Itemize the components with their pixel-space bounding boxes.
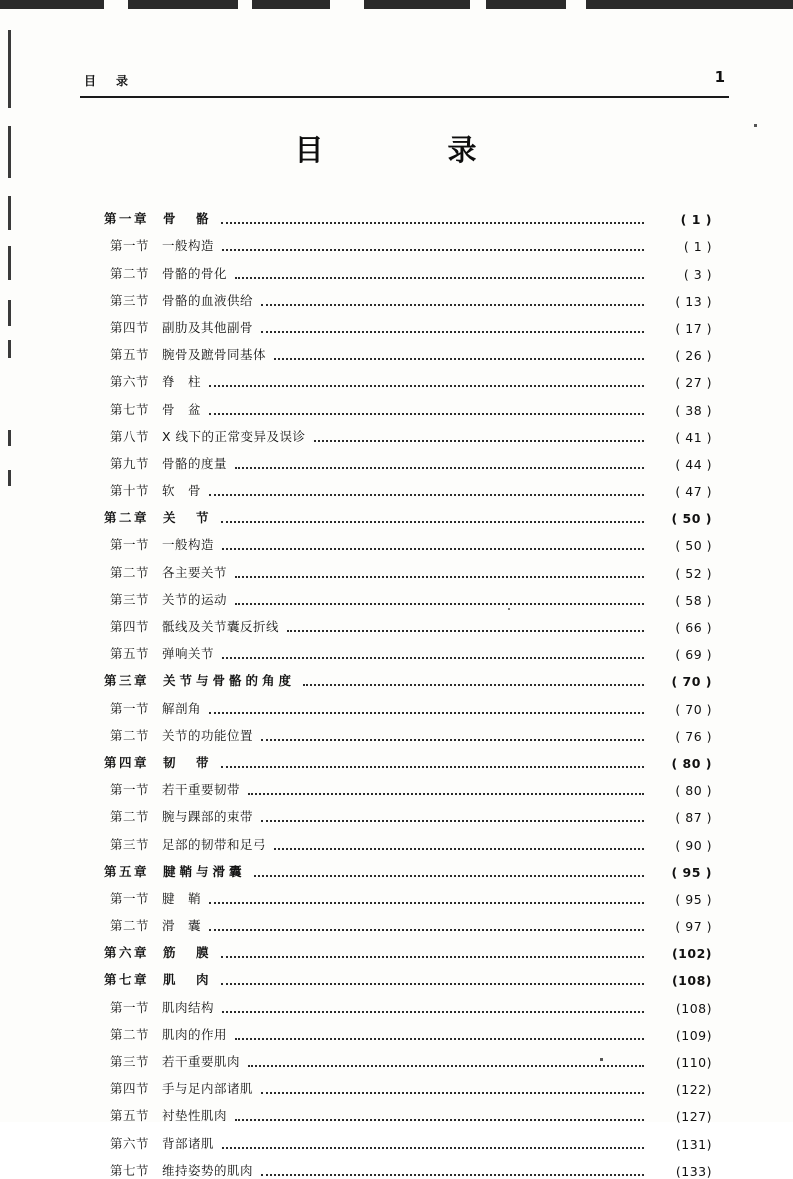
toc-entry-label (110, 535, 214, 553)
page-title: 目 录 (294, 133, 499, 167)
toc-entry-number: 第二节 (110, 809, 150, 825)
toc-entry-page: ( 1 ) (683, 239, 712, 255)
toc-leader-dots (261, 304, 644, 306)
toc-leader-dots (261, 739, 644, 741)
toc-entry-number: 第六节 (110, 1135, 150, 1151)
toc-section-row[interactable] (104, 472, 712, 499)
toc-entry-title: 骶线及关节囊反折线 (162, 619, 280, 634)
toc-leader-dots (254, 875, 644, 877)
toc-entry-number: 第二节 (110, 727, 150, 743)
toc-entry-label (110, 427, 306, 445)
scan-edge-left (8, 340, 11, 358)
toc-entry-number: 第四章 (104, 754, 150, 770)
toc-entry-page: ( 1 ) (680, 212, 712, 228)
toc-entry-label (110, 1134, 214, 1152)
toc-section-row[interactable] (104, 418, 712, 445)
toc-entry-number: 第四节 (110, 319, 150, 335)
toc-chapter-row[interactable] (104, 961, 712, 988)
toc-entry-page: ( 80 ) (675, 783, 712, 799)
toc-entry-title: 一般构造 (162, 537, 215, 553)
toc-entry-number: 第十节 (110, 483, 150, 499)
toc-entry-title: 骨骼的骨化 (162, 265, 228, 281)
toc-entry-number: 第二节 (110, 918, 150, 934)
toc-entry-page: ( 80 ) (671, 755, 712, 771)
toc-entry-page: ( 41 ) (675, 429, 712, 445)
toc-entry-page: ( 70 ) (675, 701, 712, 717)
toc-entry-title: 关节的功能位置 (162, 727, 254, 743)
toc-entry-title: 骨骼的度量 (162, 455, 228, 471)
toc-leader-dots (261, 331, 644, 333)
scan-edge-left (8, 246, 11, 280)
toc-chapter-row[interactable] (104, 499, 712, 526)
toc-entry-page: ( 44 ) (675, 456, 712, 472)
toc-entry-label (110, 1161, 253, 1179)
toc-leader-dots (222, 1011, 644, 1013)
toc-entry-page: ( 66 ) (675, 620, 712, 635)
toc-entry-label (104, 209, 213, 227)
toc-entry-label (104, 671, 295, 689)
toc-entry-label (110, 1079, 253, 1097)
scan-speck (754, 124, 757, 127)
toc-section-row[interactable] (104, 336, 712, 363)
toc-section-row[interactable] (104, 1016, 712, 1043)
toc-entry-title: 解剖角 (162, 700, 202, 716)
toc-section-row[interactable] (104, 717, 712, 744)
toc-leader-dots (235, 467, 644, 469)
toc-entry-page: ( 87 ) (675, 810, 712, 826)
toc-entry-number: 第二节 (110, 265, 150, 281)
toc-entry-label (110, 590, 227, 608)
toc-entry-number: 第三章 (104, 673, 150, 689)
page-number: 1 (714, 68, 725, 86)
toc-leader-dots (221, 521, 644, 523)
toc-section-row[interactable] (104, 553, 712, 580)
toc-entry-page: (131) (675, 1136, 712, 1152)
toc-entry-label (110, 644, 214, 662)
toc-leader-dots (209, 413, 644, 415)
toc-section-row[interactable] (104, 309, 712, 336)
toc-entry-page: ( 50 ) (671, 511, 712, 527)
toc-entry-page: (127) (675, 1109, 712, 1125)
toc-section-row[interactable] (104, 907, 712, 934)
toc-entry-label (110, 916, 201, 934)
scan-edge-gap (238, 0, 252, 9)
toc-entry-label (110, 807, 253, 825)
toc-leader-dots (235, 1038, 644, 1040)
toc-chapter-row[interactable] (104, 744, 712, 771)
toc-entry-number: 第三节 (110, 1054, 150, 1069)
toc-section-row[interactable] (104, 608, 712, 635)
toc-entry-page: ( 38 ) (675, 402, 712, 418)
toc-leader-dots (261, 820, 644, 822)
toc-leader-dots (248, 793, 644, 795)
toc-entry-label (110, 481, 201, 499)
toc-entry-number: 第四节 (110, 619, 150, 634)
toc-section-row[interactable] (104, 1097, 712, 1124)
toc-entry-page: ( 13 ) (675, 293, 712, 309)
toc-entry-label (110, 291, 253, 309)
toc-entry-label (104, 862, 246, 880)
toc-entry-page: (108) (671, 973, 712, 989)
scan-edge-left (8, 470, 11, 486)
toc-entry-number: 第一节 (110, 782, 150, 798)
toc-leader-dots (235, 277, 644, 279)
toc-entry-label (104, 753, 213, 771)
toc-entry-label (110, 617, 279, 635)
toc-entry-number: 第一章 (104, 211, 150, 227)
toc-entry-number: 第一节 (110, 700, 150, 716)
toc-section-row[interactable] (104, 526, 712, 553)
toc-leader-dots (222, 249, 644, 251)
scan-edge-left (8, 196, 11, 230)
toc-entry-title: 脊 柱 (162, 374, 202, 390)
toc-entry-number: 第二节 (110, 1026, 150, 1042)
toc-entry-title: 骨 盆 (162, 401, 202, 417)
toc-entry-number: 第三节 (110, 591, 150, 607)
toc-entry-title: 腱 鞘 (162, 890, 202, 906)
toc-entry-number: 第三节 (110, 836, 150, 852)
toc-leader-dots (222, 548, 644, 550)
toc-entry-page: ( 26 ) (675, 348, 712, 364)
toc-leader-dots (314, 440, 644, 442)
toc-entry-label (104, 970, 213, 988)
toc-leader-dots (261, 1092, 644, 1094)
toc-entry-label (110, 1025, 227, 1043)
running-head: 目 录 (84, 74, 133, 88)
toc-entry-label (110, 264, 227, 282)
toc-leader-dots (209, 902, 644, 904)
toc-entry-page: ( 90 ) (675, 837, 712, 853)
toc-leader-dots (235, 576, 644, 578)
toc-entry-title: 软 骨 (162, 483, 202, 499)
toc-entry-page: ( 3 ) (683, 266, 712, 282)
toc-leader-dots (274, 358, 644, 360)
toc-leader-dots (222, 657, 644, 659)
toc-entry-page: ( 69 ) (675, 647, 712, 663)
toc-entry-title: 关 节 (163, 510, 213, 526)
toc-entry-title: 若干重要肌肉 (162, 1054, 241, 1069)
toc-leader-dots (221, 983, 644, 985)
toc-entry-page: ( 50 ) (675, 538, 712, 554)
toc-entry-label (110, 835, 266, 853)
toc-chapter-row[interactable] (104, 662, 712, 689)
toc-leader-dots (221, 222, 644, 224)
toc-entry-title: 关节与骨骼的角度 (163, 673, 296, 689)
toc-entry-title: X 线下的正常变异及误诊 (162, 428, 306, 444)
toc-entry-number: 第六节 (110, 374, 150, 390)
toc-entry-title: 弹响关节 (162, 646, 215, 662)
toc-chapter-row[interactable] (104, 934, 712, 961)
toc-entry-title: 骨 骼 (163, 211, 213, 227)
toc-entry-label (110, 372, 201, 390)
toc-entry-title: 副肋及其他副骨 (162, 319, 254, 335)
toc-entry-label (104, 943, 213, 961)
toc-section-row[interactable] (104, 227, 712, 254)
toc-leader-dots (303, 684, 644, 686)
toc-entry-label (110, 563, 227, 581)
toc-entry-page: (102) (671, 946, 712, 962)
toc-entry-label (110, 699, 201, 717)
toc-section-row[interactable] (104, 1152, 712, 1179)
toc-section-row[interactable] (104, 798, 712, 825)
toc-leader-dots (209, 494, 644, 496)
toc-entry-number: 第二节 (110, 564, 150, 580)
toc-section-row[interactable] (104, 445, 712, 472)
toc-entry-number: 第九节 (110, 455, 150, 471)
toc-section-row[interactable] (104, 363, 712, 390)
toc-entry-page: ( 58 ) (675, 592, 712, 608)
toc-entry-title: 筋 膜 (163, 945, 213, 961)
toc-entry-title: 维持姿势的肌肉 (162, 1162, 254, 1178)
toc-leader-dots (287, 630, 644, 632)
scan-edge-gap (566, 0, 586, 9)
toc-entry-title: 腕骨及蹠骨同基体 (162, 347, 267, 363)
toc-entry-number: 第八节 (110, 428, 150, 444)
toc-entry-number: 第三节 (110, 292, 150, 308)
toc-entry-page: ( 76 ) (675, 728, 712, 744)
toc-leader-dots (209, 929, 644, 931)
toc-entry-number: 第七章 (104, 972, 150, 988)
toc-leader-dots (222, 1147, 644, 1149)
toc-entry-page: (110) (675, 1055, 712, 1070)
scan-edge-gap (104, 0, 128, 9)
scan-edge-gap (470, 0, 486, 9)
toc-entry-label (110, 998, 214, 1016)
toc-entry-page: ( 70 ) (671, 674, 712, 690)
toc-section-row[interactable] (104, 1124, 712, 1151)
toc-entry-title: 衬垫性肌肉 (162, 1108, 228, 1124)
toc-section-row[interactable] (104, 880, 712, 907)
toc-entry-title: 韧 带 (163, 754, 213, 770)
toc-entry-title: 关节的运动 (162, 591, 228, 607)
toc-entry-label (110, 236, 214, 254)
toc-section-row[interactable] (104, 635, 712, 662)
table-of-contents (104, 200, 712, 1179)
toc-entry-label (104, 508, 213, 526)
toc-section-row[interactable] (104, 581, 712, 608)
toc-leader-dots (248, 1065, 644, 1067)
toc-entry-page: (109) (675, 1027, 712, 1043)
header-rule (80, 96, 729, 98)
toc-entry-label (110, 318, 253, 336)
toc-section-row[interactable] (104, 1070, 712, 1097)
toc-entry-title: 肌 肉 (163, 972, 213, 988)
toc-section-row[interactable] (104, 390, 712, 417)
toc-entry-number: 第一节 (110, 999, 150, 1015)
toc-entry-page: ( 95 ) (675, 891, 712, 907)
toc-entry-number: 第五章 (104, 863, 150, 879)
toc-entry-number: 第七节 (110, 1162, 150, 1178)
toc-leader-dots (274, 848, 644, 850)
scan-edge-left (8, 300, 11, 326)
toc-leader-dots (221, 766, 644, 768)
toc-entry-label (110, 726, 253, 744)
toc-chapter-row[interactable] (104, 853, 712, 880)
toc-entry-label (110, 889, 201, 907)
toc-entry-page: (108) (675, 1000, 712, 1016)
toc-entry-page: (122) (675, 1082, 712, 1098)
toc-entry-page: ( 47 ) (675, 484, 712, 500)
toc-entry-title: 手与足内部诸肌 (162, 1081, 254, 1097)
toc-entry-label (110, 400, 201, 418)
toc-leader-dots (221, 956, 644, 958)
toc-entry-number: 第一节 (110, 537, 150, 553)
toc-entry-label (110, 780, 240, 798)
toc-entry-title: 腱鞘与滑囊 (163, 863, 246, 879)
toc-entry-number: 第五节 (110, 347, 150, 363)
scan-edge-left (8, 30, 11, 108)
toc-entry-label (110, 1052, 240, 1070)
toc-section-row[interactable] (104, 282, 712, 309)
toc-entry-number: 第四节 (110, 1081, 150, 1097)
toc-entry-number: 第一节 (110, 890, 150, 906)
toc-entry-page: ( 97 ) (675, 919, 712, 935)
toc-entry-title: 背部诸肌 (162, 1135, 215, 1151)
toc-section-row[interactable] (104, 988, 712, 1015)
toc-entry-title: 足部的韧带和足弓 (162, 836, 267, 852)
toc-section-row[interactable] (104, 689, 712, 716)
toc-entry-label (110, 345, 266, 363)
toc-entry-title: 各主要关节 (162, 564, 228, 580)
toc-section-row[interactable] (104, 771, 712, 798)
toc-entry-page: ( 52 ) (675, 565, 712, 581)
toc-section-row[interactable] (104, 254, 712, 281)
toc-entry-number: 第五节 (110, 646, 150, 662)
toc-entry-number: 第一节 (110, 238, 150, 254)
scan-edge-left (8, 430, 11, 446)
toc-section-row[interactable] (104, 825, 712, 852)
toc-entry-title: 骨骼的血液供给 (162, 292, 254, 308)
toc-chapter-row[interactable] (104, 200, 712, 227)
toc-leader-dots (209, 385, 644, 387)
toc-leader-dots (261, 1174, 644, 1176)
toc-entry-title: 肌肉结构 (162, 999, 215, 1015)
toc-entry-page: (133) (675, 1163, 712, 1179)
toc-section-row[interactable] (104, 1043, 712, 1070)
toc-entry-title: 滑 囊 (162, 918, 202, 934)
scan-edge-gap (330, 0, 364, 9)
toc-entry-title: 若干重要韧带 (162, 782, 241, 798)
toc-entry-page: ( 17 ) (675, 320, 712, 336)
toc-entry-number: 第五节 (110, 1108, 150, 1124)
toc-entry-page: ( 95 ) (671, 864, 712, 880)
toc-entry-title: 肌肉的作用 (162, 1026, 228, 1042)
toc-entry-page: ( 27 ) (675, 375, 712, 391)
toc-entry-label (110, 454, 227, 472)
toc-leader-dots (235, 1119, 644, 1121)
toc-entry-number: 第七节 (110, 401, 150, 417)
toc-leader-dots (235, 603, 644, 605)
toc-entry-title: 一般构造 (162, 238, 215, 254)
toc-entry-number: 第二章 (104, 510, 150, 526)
toc-entry-title: 腕与踝部的束带 (162, 809, 254, 825)
toc-entry-number: 第六章 (104, 945, 150, 961)
toc-leader-dots (209, 712, 644, 714)
